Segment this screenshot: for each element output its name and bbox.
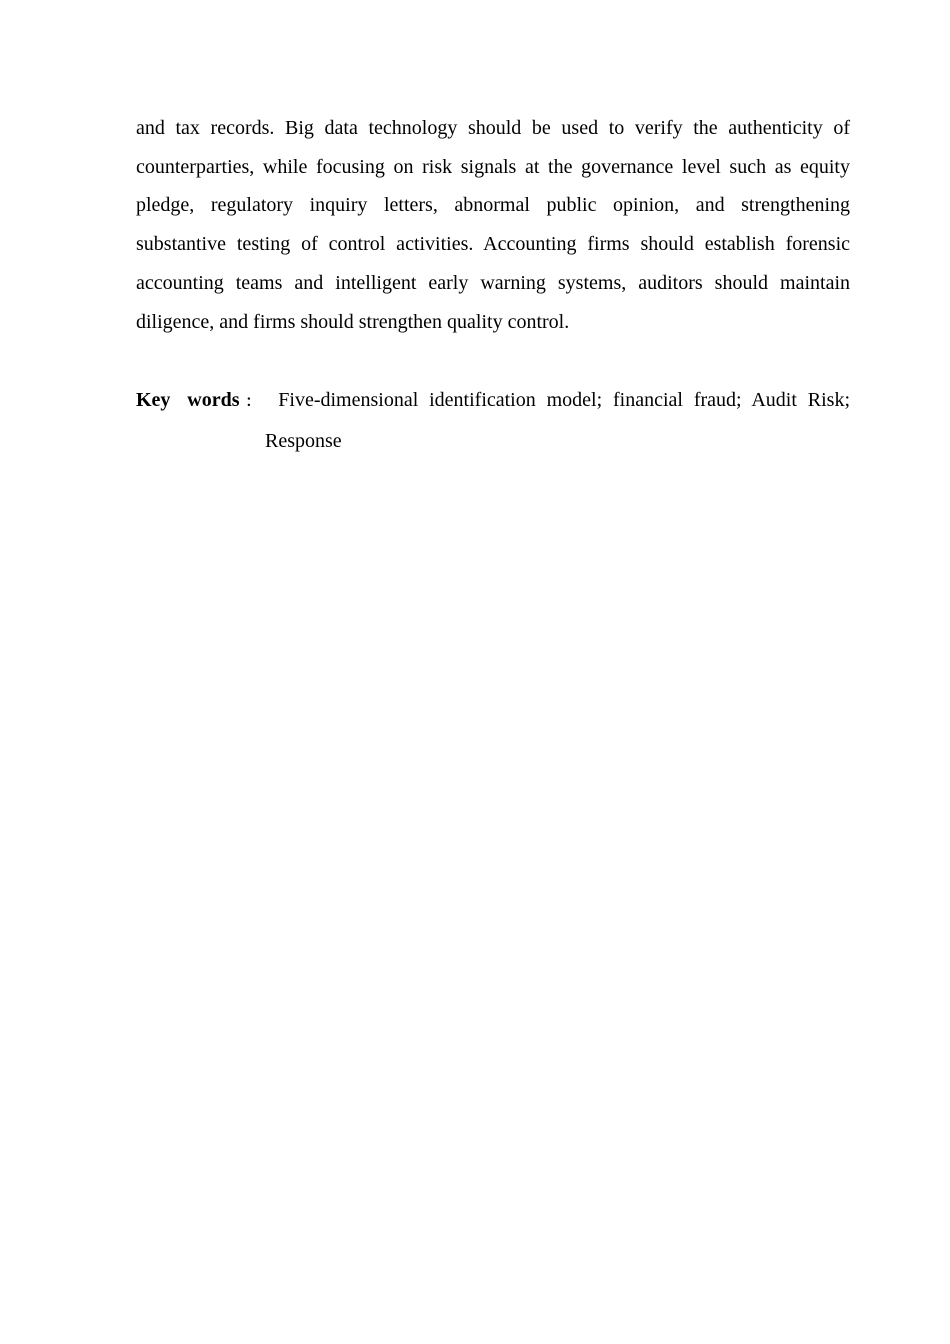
keywords-separator: ： xyxy=(239,394,267,410)
keywords-label: Key words xyxy=(136,389,240,411)
keywords-terms: Five-dimensional identification model; financial fraud; Audit Risk; Response xyxy=(265,389,850,452)
keywords-section xyxy=(136,381,850,460)
abstract-paragraph: and tax records. Big data technology should be used to verify the authenticity of counterparties, while focusing on risk signals at the governance level such as equity pledge, regulatory inquiry letters, abnormal public opinion, and strengthening substantive testing of control activities. Accounting firms should establish forensic accounting teams and intelligent early warning systems, auditors should maintain diligence, and firms should strengthen quality control. xyxy=(136,117,850,333)
